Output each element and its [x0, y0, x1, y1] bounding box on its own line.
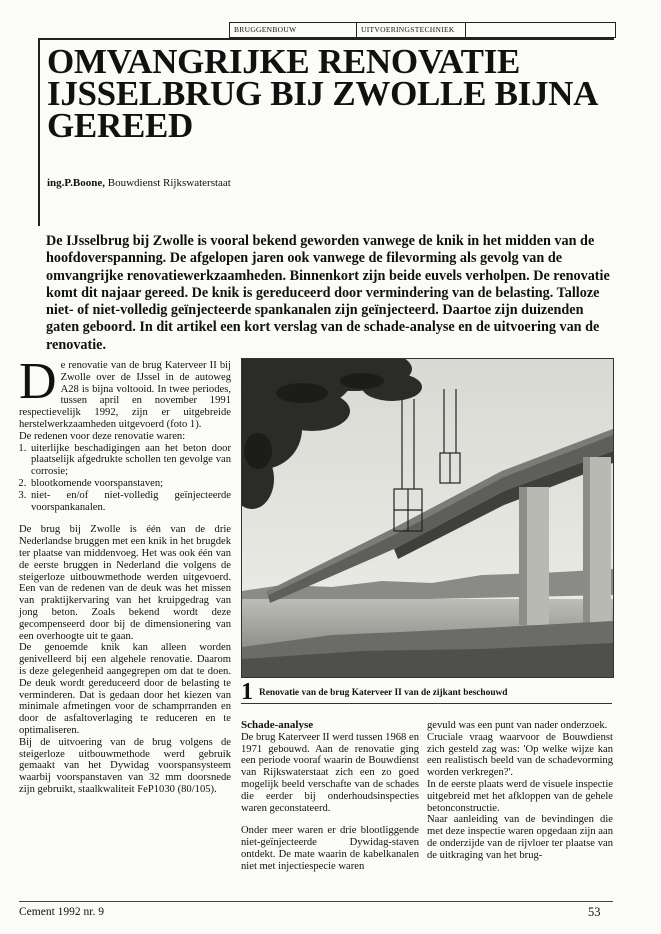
bridge-photo [241, 358, 614, 678]
paragraph: De genoemde knik kan alleen worden genivelleerd bij een algehele renovatie. Daarom is deze gelegenheid aangegrepen om dat te doen. De deuk wordt gereduceerd door de belasting te verminderen. Dat is gedaan door het kiezen van minimale afmetingen voor de schamprranden en door de asfaltoverlaging te reduceren en te optimaliseren. [19, 642, 231, 736]
paragraph: De brug Katerveer II werd tussen 1968 en 1971 gebouwd. Aan de renovatie ging een periode vooraf waarin de Bouwdienst van Rijkswaterstaat zich een zo goed mogelijk beeld verschafte van de schades die eerder bij onderhoudsinspecties waren geconstateerd. [241, 731, 419, 814]
paragraph: gevuld was een punt van nader onderzoek. [427, 720, 608, 731]
section-heading: Schade-analyse [241, 719, 314, 731]
page-number: 53 [588, 905, 601, 919]
figure-caption: Renovatie van de brug Katerveer II van de zijkant beschouwd [259, 688, 508, 698]
paragraph: In de eerste plaats werd de visuele inspectie uitgebreid met het afkloppen van de gehele betonconstructie. [427, 778, 613, 814]
author-name: ing.P.Boone, [47, 177, 105, 189]
paragraph: Cruciale vraag waarvoor de Bouwdienst zich gesteld zag was: 'Op welke wijze kan een realistisch beeld van de schadevorming worden verkregen?'. [427, 731, 613, 779]
title-line-1: OMVANGRIJKE RENOVATIE [47, 42, 521, 81]
intro-text: e renovatie van de brug Katerveer II bij Zwolle over de IJssel in de autoweg A28 is bijna voltooid. In twee periodes, tussen april en november 1991 respectievelijk 1992, zijn er uitgebreide herstelwerkzaamheden uitgevoerd (foto 1). [19, 360, 231, 430]
intro-paragraph [19, 353, 231, 431]
paragraph: Onder meer waren er drie blootliggende niet-geïnjecteerde Dywidag-staven ontdekt. De mate waarin de kabelkanalen niet met injectiespecie waren [241, 825, 419, 872]
author-affiliation: Bouwdienst Rijkswaterstaat [104, 177, 231, 189]
drop-cap: D [19, 353, 57, 410]
column-3 [427, 720, 613, 862]
header-rule [38, 38, 614, 40]
figure-number: 1 [241, 679, 253, 705]
paragraph: De brug bij Zwolle is één van de drie Nederlandse bruggen met een knik in het brugdek ter plaatse van middenvoeg. Het was ook één van de eerste bruggen in Nederland die volgens de steigerloze uitbouwmethode werden uitgevoerd. Een van de redenen van de deuk was het missen van praktijkervaring van het kruipgedrag van jong beton. Zoals bekend wordt deze gecompenseerd door bij de dimensionering van een overhoogte uit te gaan. [19, 524, 231, 642]
author-line [47, 177, 231, 189]
reasons-intro: De redenen voor deze renovatie waren: [19, 430, 186, 442]
article-title [47, 42, 607, 145]
section-header [229, 22, 616, 38]
section-tab-empty [466, 23, 615, 37]
reasons-list [19, 443, 231, 514]
title-line-3: GEREED [47, 106, 194, 145]
paragraph: Naar aanleiding van de bevindingen die met deze inspectie waren opgedaan zijn aan de onderzijde van de rijvloer ter plaatse van de uitkraging van het brug- [427, 814, 613, 861]
reason-item: 2. blootkomende voorspanstaven; [29, 478, 231, 490]
journal-issue: Cement 1992 nr. 9 [19, 906, 104, 918]
column-1 [19, 353, 231, 796]
reason-item: 3. niet- en/of niet-volledig geïnjecteerde voorspankanalen. [29, 490, 231, 514]
column-2 [241, 720, 419, 873]
section-tab-uitvoeringstechniek: UITVOERINGSTECHNIEK [357, 23, 466, 37]
title-line-2: IJSSELBRUG BIJ ZWOLLE BIJNA [47, 74, 599, 113]
footer-rule [19, 901, 613, 902]
title-side-rule [38, 38, 40, 226]
paragraph: Bij de uitvoering van de brug volgens de steigerloze uitbouwmethode werd gebruik gemaakt van het Dywidag voorspansysteem waarbij voorspanstaven van 32 mm doorsnede zijn gebruikt, staalkwaliteit FeP1030 (80/105). [19, 736, 231, 795]
lead-paragraph: De IJsselbrug bij Zwolle is vooral bekend geworden vanwege de knik in het midden van de hoofdoverspanning. De afgelopen jaren ook vanwege de filevorming als gevolg van de omvangrijke renovatiewerkzaamheden. Binnenkort zijn beide euvels verholpen. De renovatie komt dit najaar gereed. De knik is gereduceerd door vermindering van de belasting. Talloze niet- of niet-volledig geïnjecteerde spankanalen zijn geïnjecteerd. Daartoe zijn duizenden gaten geboord. In dit artikel een kort verslag van de schade-analyse en de uitvoering van de renovatie. [46, 233, 610, 353]
reason-item: 1. uiterlijke beschadigingen aan het beton door plaatselijk afgedrukte schollen ten gevolge van corrosie; [29, 443, 231, 478]
section-tab-bruggenbouw: BRUGGENBOUW [230, 23, 357, 37]
